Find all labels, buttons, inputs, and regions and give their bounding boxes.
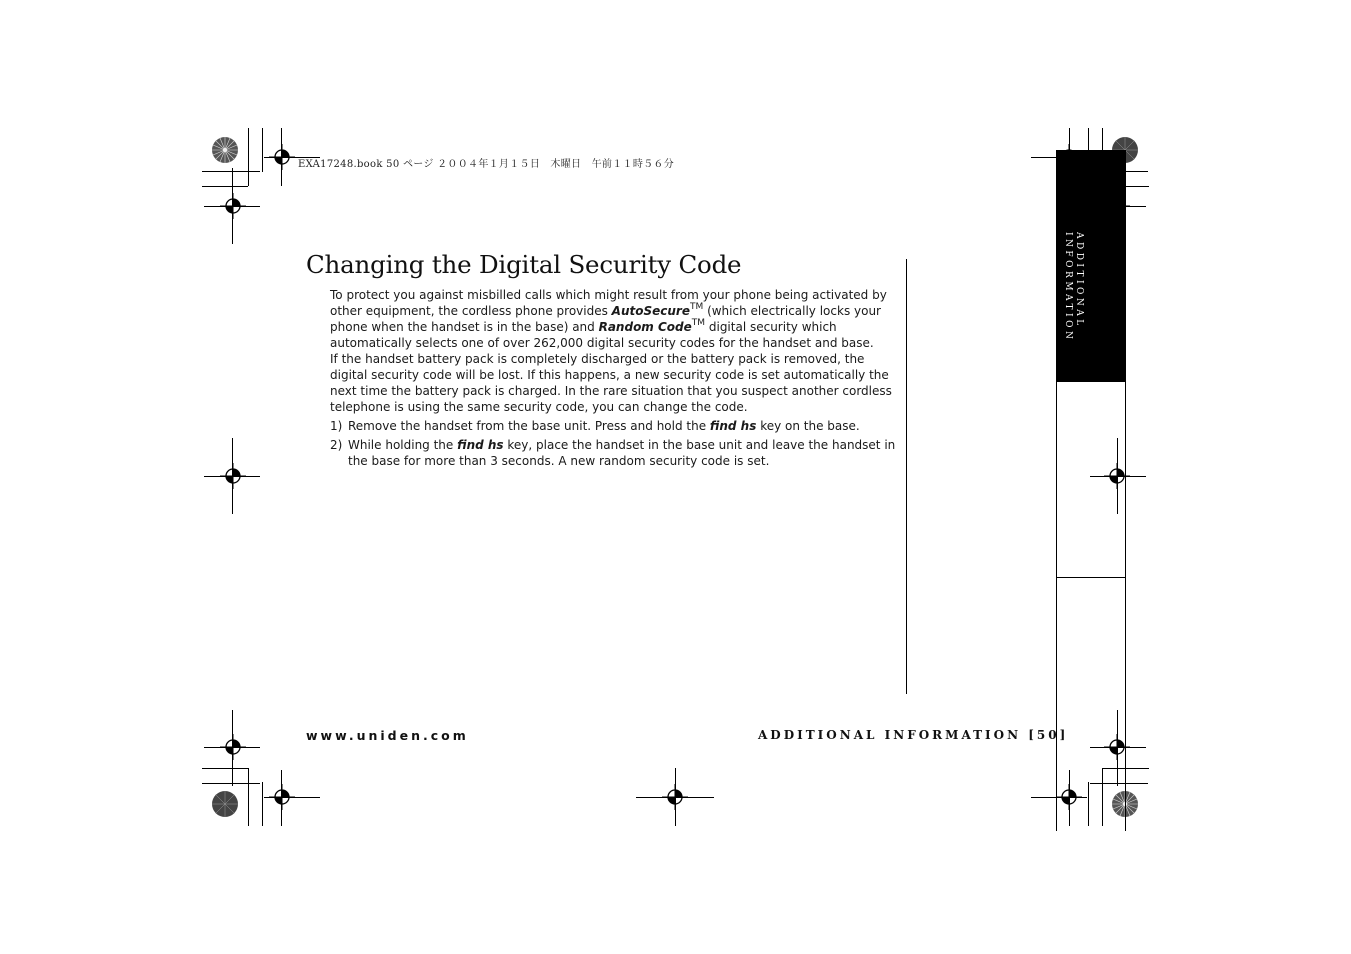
section-tab-label (1058, 232, 1084, 362)
autosecure-term: AutoSecure (611, 304, 690, 318)
battery-paragraph: If the handset battery pack is completely discharged or the battery pack is removed, the digital security code will be lost. If this happens, a new security code is set automatically the next time the battery pack is charged. In the rare situation that you suspect another cordless telephone is using the same security code, you can change the code. (330, 352, 892, 414)
section-tab-line1: ADDITIONAL (1074, 232, 1084, 329)
footer-website: www.uniden.com (306, 728, 469, 743)
registration-target-icon (218, 461, 248, 491)
section-tab-line2: INFORMATION (1063, 232, 1073, 343)
starburst-target-icon (211, 790, 239, 818)
footer-section-page: ADDITIONAL INFORMATION [50] (758, 728, 1069, 742)
intro-paragraph: To protect you against misbilled calls which might result from your phone being activated by other equipment, the cordless phone provides AutoSecure™ (which electrically locks your phone when the handset is in the base) and Random Code™ digital security which automatically selects one of over 262,000 digital security codes for the handset and base. (330, 288, 887, 350)
body-text (330, 287, 898, 469)
registration-target-icon (660, 782, 690, 812)
find-hs-key: find hs (709, 419, 757, 433)
page-title: Changing the Digital Security Code (306, 250, 742, 279)
registration-target-icon (218, 732, 248, 762)
find-hs-key: find hs (457, 438, 504, 452)
step-1: 1) Remove the handset from the base unit. Press and hold the find hs key on the base. (330, 419, 860, 433)
section-tab-frame (1056, 382, 1126, 831)
starburst-target-icon (211, 136, 239, 164)
step-2: 2) While holding the find hs key, place the handset in the base unit and leave the handset in the base for more than 3 seconds. A new random security code is set. (330, 438, 896, 468)
column-rule (906, 259, 907, 694)
section-tab-divider (1056, 577, 1126, 578)
registration-target-icon (267, 142, 297, 172)
print-stamp: EXA17248.book 50 ページ ２００４年１月１５日 木曜日 午前１１時５６分 (298, 159, 675, 170)
registration-target-icon (218, 191, 248, 221)
random-code-term: Random Code (598, 320, 692, 334)
registration-target-icon (267, 782, 297, 812)
